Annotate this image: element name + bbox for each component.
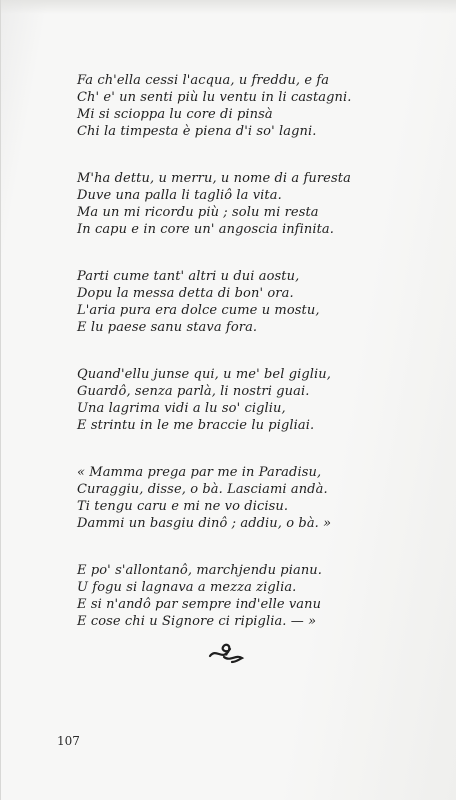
verse-line: « Mamma prega par me in Paradisu,: [77, 465, 322, 480]
verse-line: Mi si scioppa lu core di pinsà: [77, 107, 273, 122]
stanza: [77, 366, 437, 434]
verse-line: L'aria pura era dolce cume u mostu,: [77, 303, 320, 318]
stanza: [77, 170, 437, 238]
verse-line: Chi la timpesta è piena d'i so' lagni.: [77, 124, 317, 139]
verse-line: In capu e in core un' angoscia infinita.: [77, 222, 334, 237]
verse-line: Quand'ellu junse qui, u me' bel gigliu,: [77, 367, 332, 382]
fleuron-icon: [206, 640, 246, 666]
verse-line: E lu paese sanu stava fora.: [77, 320, 258, 335]
verse-line: E cose chi u Signore ci ripiglia. — »: [77, 614, 317, 629]
verse-line: U fogu si lagnava a mezza ziglia.: [77, 580, 297, 595]
verse-line: Dopu la messa detta di bon' ora.: [77, 286, 294, 301]
page-edge-shadow: [1, 0, 456, 14]
stanza: [77, 562, 437, 630]
verse-line: M'ha dettu, u merru, u nome di a furesta: [77, 171, 351, 186]
verse-line: Fa ch'ella cessi l'acqua, u freddu, e fa: [77, 73, 330, 88]
verse-line: Ma un mi ricordu più ; solu mi resta: [77, 205, 319, 220]
verse-line: Ti tengu caru e mi ne vo dicisu.: [77, 499, 289, 514]
stanza: [77, 268, 437, 336]
verse-line: E si n'andô par sempre ind'elle vanu: [77, 597, 322, 612]
page-number: 107: [57, 734, 80, 748]
verse-line: Duve una palla li tagliô la vita.: [77, 188, 282, 203]
verse-line: E strintu in le me braccie lu pigliai.: [77, 418, 315, 433]
verse-line: Ch' e' un senti più lu ventu in li castagni.: [77, 90, 352, 105]
verse-line: Una lagrima vidi a lu so' cigliu,: [77, 401, 286, 416]
stanza: [77, 72, 437, 140]
poem: [77, 72, 437, 660]
verse-line: Guardô, senza parlà, li nostri guai.: [77, 384, 310, 399]
verse-line: Curaggiu, disse, o bà. Lasciami andà.: [77, 482, 328, 497]
verse-line: E po' s'allontanô, marchjendu pianu.: [77, 563, 323, 578]
stanza: [77, 464, 437, 532]
verse-line: Parti cume tant' altri u dui aostu,: [77, 269, 300, 284]
verse-line: Dammi un basgiu dinô ; addiu, o bà. »: [77, 516, 332, 531]
